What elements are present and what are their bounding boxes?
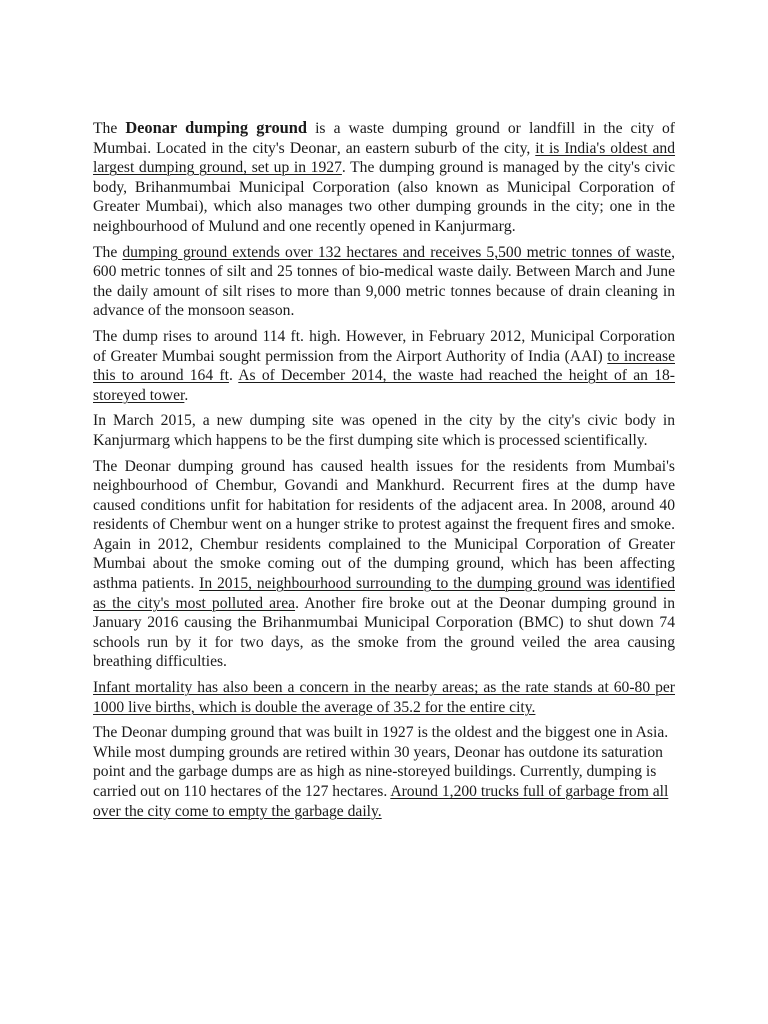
text-run: . xyxy=(511,217,516,235)
text-run: , an eastern suburb of the city, xyxy=(336,139,536,157)
text-run: (also known as Municipal Corporation of Greater Mumbai), which also manages two other dumping grounds in the city; one in the neighbourhood of xyxy=(93,178,675,235)
text-run: Kanjurmarg xyxy=(434,217,512,235)
text-run: Brihanmumbai Municipal Corporation xyxy=(262,614,513,632)
text-run: The Deonar dumping ground has caused health issues for the residents from Mumbai's neighbourhood of Chembur, Govandi and Mankhurd. Recurrent fires at the dump have caused conditions unfit for habitation for residents of the adjacent area. In 2008, around 40 residents of Chembur went on a hunger strike to protest against the frequent fires and smoke. Again in 2012, Chembur residents complained to the Municipal Corporation of Greater Mumbai about the smoke coming out of the dumping ground, which has been affecting asthma patients. xyxy=(93,457,675,593)
text-run: . The dumping ground is managed by the city's civic body, xyxy=(93,159,675,196)
underlined-text: As of December 2014, the waste had reached the height of an 18-storeyed tower xyxy=(93,367,675,404)
text-run: . xyxy=(228,367,239,385)
text-run: in the city of xyxy=(575,120,675,137)
paragraph-intro xyxy=(93,118,675,237)
text-run: . Another fire broke out at the Deonar dumping ground in January 2016 causing the xyxy=(93,594,675,632)
paragraph-extent xyxy=(93,243,675,321)
text-run: which happens to be the first dumping site which is processed scientifically. xyxy=(170,431,648,449)
bold-text: Deonar dumping ground xyxy=(125,118,308,137)
text-run: Brihanmumbai Municipal Corporation xyxy=(134,178,390,196)
text-run: Deonar xyxy=(289,139,337,157)
underlined-text: to increase this to around 164 ft xyxy=(93,347,675,385)
underlined-text: In 2015, neighbourhood surrounding to the dumping ground was identified as the city's most polluted area xyxy=(93,575,675,612)
paragraph-infant-mortality xyxy=(93,678,675,717)
text-run: (BMC) to shut down 74 schools run by it for two days, as the smoke from the ground veiled the area causing breathing difficulties. xyxy=(93,614,675,671)
underlined-text: dumping ground extends over 132 hectares and receives 5,500 metric tonnes of waste xyxy=(122,243,672,261)
underlined-text: Around 1,200 trucks full of garbage from all over the city come to empty the garbage daily. xyxy=(93,783,669,820)
text-run: In March 2015, a new dumping site was opened in the city by the city's civic body in xyxy=(93,412,675,430)
text-run: . xyxy=(184,386,189,404)
text-run: Mulund xyxy=(208,217,259,235)
paragraph-health-issues xyxy=(93,457,675,673)
paragraph-oldest-biggest xyxy=(93,723,675,821)
text-run: The xyxy=(93,243,123,261)
document-page xyxy=(93,118,675,827)
text-run: The dump rises to around 114 ft. high. However, in February 2012, Municipal Corporation of Greater Mumbai sought permission from the Airport Authority of India (AAI) xyxy=(93,327,675,365)
text-run: , 600 metric tonnes of silt and 25 tonnes of bio-medical waste daily. Between March and June the daily amount of silt rises to more than 9,000 metric tonnes because of drain cleaning in advance of the monsoon season. xyxy=(93,243,675,320)
underlined-text: it is India's oldest and largest dumping ground, set up in 1927 xyxy=(93,139,676,177)
text-run: landfill xyxy=(528,120,576,137)
underlined-text: Infant mortality has also been a concern in the nearby areas; as the rate stands at 60-80 per 1000 live births, which is double the average of 35.2 for the entire city. xyxy=(93,679,675,716)
paragraph-kanjurmarg xyxy=(93,411,675,450)
text-run: Mumbai xyxy=(93,139,148,157)
paragraph-height xyxy=(93,327,675,405)
text-run: Kanjurmarg xyxy=(93,431,171,449)
text-run: The Deonar dumping ground that was built in 1927 is the oldest and the biggest one in Asia. While most dumping grounds are retired within 30 years, Deonar has outdone its saturation point and the garbage dumps are as high as nine-storeyed buildings. Currently, dumping is carried out on 110 hectares of the 127 hectares. xyxy=(93,724,669,800)
text-run: The xyxy=(93,120,126,137)
text-run: and one recently opened in xyxy=(258,217,435,235)
text-run: is a waste dumping ground or xyxy=(307,120,529,137)
text-run: . Located in the city's xyxy=(147,139,290,157)
